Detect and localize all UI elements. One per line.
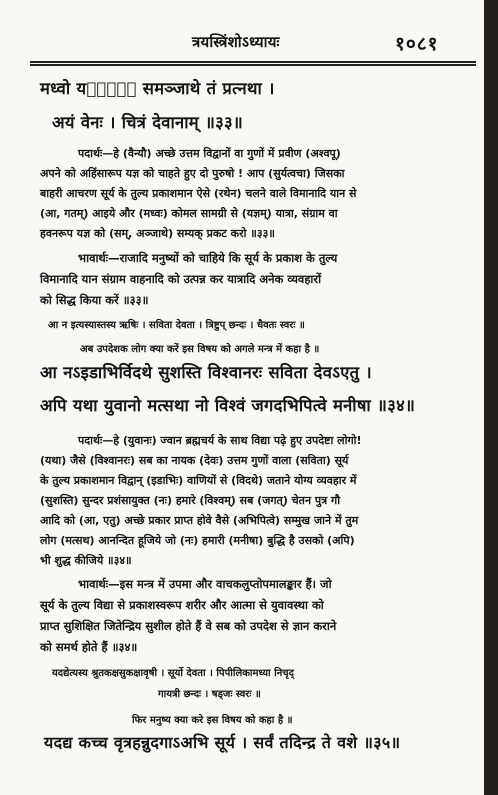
mantra-33-line-2: अयं वेनः । चित्रं देवानाम् ॥३३॥ xyxy=(52,113,244,132)
padartha-33-line-3: बाहरी आचरण सूर्य के तुल्य प्रकाशमान ऐसे (रथेन) चलने वाले विमानादि यान से xyxy=(40,187,357,200)
page-edge-shadow xyxy=(484,0,498,795)
padartha-33-line-4: (आ, गतम्) आइये और (मध्वः) कोमल सामग्री से (यज्ञम्) यात्रा, संग्राम वा xyxy=(40,207,338,220)
padartha-33-line-2: अपने को अहिंसारूप यज्ञ को चाहते हुए दो पुरुषो ! आप (सुर्यत्वचा) जिसका xyxy=(40,167,345,180)
padartha-34-line-2: (यथा) जैसे (विश्वानरः) सब का नायक (देवः) उत्तम गुणों वाला (सविता) सूर्य xyxy=(40,454,349,467)
mantra-34-line-2: अपि यथा युवानो मत्सथा नो विश्वं जगदभिपित्वे मनीषा ॥३४॥ xyxy=(40,396,416,415)
mantra-33-line-1: मध्वो यज्ञ᳖ᳫ समञ्जाथे तं प्रत्नथा । xyxy=(40,79,275,98)
padartha-text: —हे (युवानः) ज्वान ब्रह्मचर्य के साथ विद्या पढ़े हुए उपदेष्टा लोगो! xyxy=(102,434,362,447)
mantra-34-line-1: आ नऽइडाभिर्विदथे सुशस्ति विश्वानरः सविता देवऽएतु । xyxy=(40,363,372,382)
subject-prompt-35: फिर मनुष्य क्या करे इस विषय को कहा है ॥ xyxy=(132,715,293,726)
chhanda-swara-line-35: गायत्री छन्दः । षड्जः स्वरः ॥ xyxy=(158,689,261,700)
bhavartha-label: भावार्थः xyxy=(78,577,109,591)
bhavartha-33-line-3: को सिद्ध किया करें ॥३३॥ xyxy=(40,293,149,307)
bhavartha-33-line-2: विमानादि यान संग्राम वाहनादि को उत्पन्न कर यात्रादि अनेक व्यवहारों xyxy=(40,272,322,286)
rishi-devata-line-35: यदद्येत्यस्य श्रुतकक्षसुकक्षावृषी । सूर्यो देवता । पिपीलिकामध्या निचृद् xyxy=(52,668,294,679)
bhavartha-34-line-4: को समर्थ होते हैं ॥३४॥ xyxy=(40,640,138,654)
bhavartha-label: भावार्थः xyxy=(78,251,109,265)
bhavartha-34-line-2: सूर्य के तुल्य विद्या से प्रकाशस्वरूप शरीर और आत्मा से युवावस्था को xyxy=(40,598,324,612)
bhavartha-text: —इस मन्त्र में उपमा और वाचकलुप्तोपमालङ्कार हैं। जो xyxy=(108,577,332,591)
header-rule-secondary xyxy=(30,64,476,66)
page-number: १०८१ xyxy=(395,33,439,55)
padartha-label: पदार्थः xyxy=(78,434,103,447)
padartha-34-line-5: आदि को (आ, एतु) अच्छे प्रकार प्राप्त होवे वैसे (अभिपित्वे) सम्मुख जाने में तुम xyxy=(40,514,359,527)
bhavartha-text: —राजादि मनुष्यों को चाहिये कि सूर्य के प्रकाश के तुल्य xyxy=(108,251,338,265)
mantra-35-line-1: यदद्य कच्च वृत्रहन्नुदगाऽअभि सूर्य । सर्वं तदिन्द्र ते वशे ॥३५॥ xyxy=(44,733,401,752)
padartha-label: पदार्थः xyxy=(78,147,103,160)
padartha-34-line-1 xyxy=(78,433,362,448)
header-rule xyxy=(30,61,476,63)
padartha-34-line-3: के तुल्य प्रकाशमान विद्वान् (इडाभिः) वाणियों से (विदथे) जताने योग्य व्यवहार में xyxy=(40,474,357,487)
running-header xyxy=(0,30,484,58)
subject-prompt-34: अब उपदेशक लोग क्या करें इस विषय को अगले मन्त्र में कहा है ॥ xyxy=(80,344,320,355)
bhavartha-34-line-1 xyxy=(78,577,332,592)
padartha-33-line-5: हवनरूप यज्ञ को (सम्, अञ्जाथे) सम्यक् प्रकट करो ॥३३॥ xyxy=(40,227,275,240)
rishi-devata-line-34: आ न इत्यस्यास्तस्य ऋषिः । सविता देवता । त्रिष्टुप् छन्दः । धैवतः स्वरः ॥ xyxy=(48,320,305,331)
padartha-33-line-1 xyxy=(78,146,341,161)
padartha-34-line-7: भी शुद्ध कीजिये ॥३४॥ xyxy=(40,554,132,567)
padartha-34-line-6: लोग (मत्सथ) आनन्दित हूजिये जो (नः) हमारी (मनीषा) बुद्धि है उसको (अपि) xyxy=(40,534,355,547)
bhavartha-34-line-3: प्राप्त सुशिक्षित जितेन्द्रिय सुशील होते हैं वे सब को उपदेश से ज्ञान कराने xyxy=(40,619,337,633)
padartha-34-line-4: (सुशस्ति) सुन्दर प्रशंसायुक्त (नः) हमारे (विश्वम्) सब (जगत्) चेतन पुत्र गौ xyxy=(40,494,341,507)
padartha-text: —हे (वैन्यौ) अच्छे उत्तम विद्वानों वा गुणों में प्रवीण (अश्वपू) xyxy=(102,147,341,160)
bhavartha-33-line-1 xyxy=(78,251,337,266)
running-title: त्रयस्त्रिंशोऽध्यायः xyxy=(192,33,280,51)
